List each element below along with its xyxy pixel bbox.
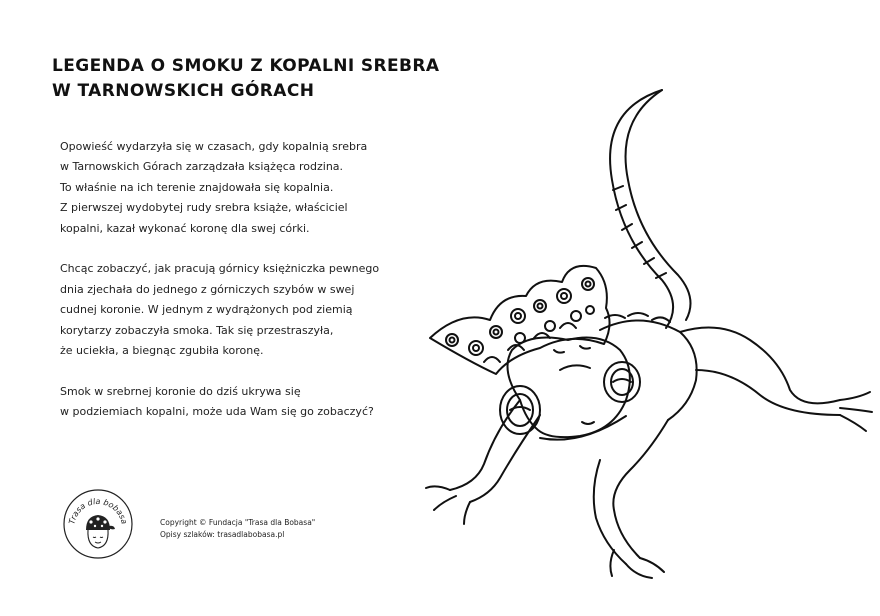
logo-text: Trasa dla bobasa (67, 496, 129, 526)
text-line: korytarzy zobaczyła smoka. Tak się przestraszyła, (60, 323, 334, 337)
text-line: że uciekła, a biegnąc zgubiła koronę. (60, 344, 264, 358)
baby-face-icon (86, 515, 115, 548)
page-title (52, 54, 439, 104)
copyright-text: Copyright © Fundacja "Trasa dla Bobasa" (160, 518, 316, 527)
text-line: w podziemiach kopalni, może uda Wam się go zobaczyć? (60, 405, 374, 419)
paragraph-3 (60, 382, 400, 423)
paragraph-1 (60, 137, 400, 239)
text-line: To właśnie na ich terenie znajdowała się kopalnia. (60, 180, 334, 194)
text-line: cudnej koronie. W jednym z wydrążonych pod ziemią (60, 303, 353, 317)
text-line: w Tarnowskich Górach zarządzała książęca rodzina. (60, 160, 344, 174)
text-line: Z pierwszej wydobytej rudy srebra książe, właściciel (60, 201, 348, 215)
paragraph-2 (60, 259, 400, 361)
text-line: dnia zjechała do jednego z górniczych szybów w swej (60, 282, 355, 296)
trasa-dla-bobasa-logo (62, 488, 134, 560)
text-line: Opowieść wydarzyła się w czasach, gdy kopalnią srebra (60, 140, 368, 153)
trail-descriptions-text: Opisy szlaków: trasadlabobasa.pl (160, 530, 285, 539)
text-line: kopalni, kazał wykonać koronę dla swej córki. (60, 221, 310, 235)
story-text (60, 137, 400, 443)
title-line-1: LEGENDA O SMOKU Z KOPALNI SREBRA (52, 56, 440, 76)
copyright-block (160, 517, 315, 541)
crowned-dragon-lizard-icon (400, 70, 880, 590)
text-line: Smok w srebrnej koronie do dziś ukrywa się (60, 384, 301, 398)
title-line-2: W TARNOWSKICH GÓRACH (52, 81, 315, 101)
text-line: Chcąc zobaczyć, jak pracują górnicy księżniczka pewnego (60, 262, 380, 276)
